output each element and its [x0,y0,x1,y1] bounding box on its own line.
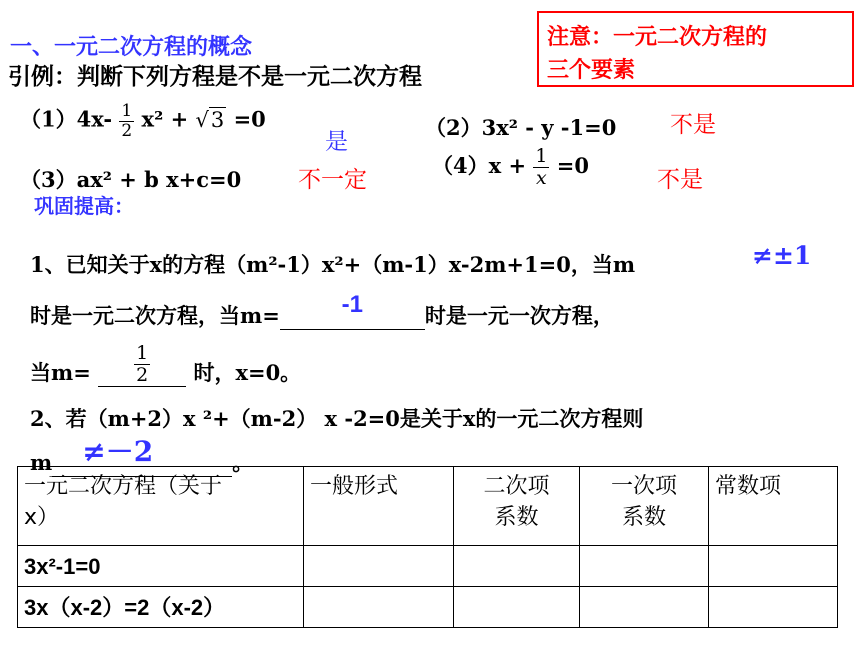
equation-4 [432,146,589,189]
question-2-suffix: 。 [232,450,254,475]
note-line-1: 注意：一元二次方程的 [547,24,768,50]
equation-1-suffix: =0 [233,106,266,132]
question-1-line-3-prefix: 当m= [30,359,91,385]
fraction-numerator: 1 [121,101,133,121]
table-header-cell: 一般形式 [304,467,454,546]
practice-heading: 巩固提高： [34,194,134,218]
header-col4-line2: 系数 [621,505,666,530]
equation-1-middle: x² + [141,106,189,132]
equation-4-fraction [533,146,549,189]
question-1-line-2-suffix: 时是一元一次方程， [424,303,614,328]
header-col1-line1: 一元二次方程（关于 [24,474,223,499]
equation-3: （3）ax² + b x+c=0 [20,167,242,192]
intro-text: 引例：判断下列方程是不是一元二次方程 [8,63,422,90]
table-cell-equation: 3x（x-2）=2（x-2） [18,587,304,628]
fraction-numerator: 1 [136,342,149,364]
header-col4-line1: 一次项 [610,474,677,499]
table-row [18,546,838,587]
question-1-line-3 [30,343,301,387]
answer-3: 不一定 [298,167,367,193]
question-2-prefix: m [30,450,53,475]
header-col3-line1: 二次项 [483,474,550,499]
sqrt-radicand: 3 [210,107,225,132]
question-1-fraction [134,343,150,386]
fraction-denominator: x [536,166,547,189]
question-1-line-1 [30,249,635,279]
answer-2: 不是 [670,112,716,138]
table-cell-equation: 3x²-1=0 [18,546,304,587]
table-cell [709,546,838,587]
question-2-line-1: 2、若（m+2）x ²+（m-2） x -2=0是关于x的一元二次方程则 [30,406,644,431]
header-col1-line2: x） [24,505,60,530]
equation-1 [20,102,266,140]
equation-2: （2）3x² - y -1=0 [425,115,617,140]
question-1-line-3-suffix: 时，x=0。 [193,359,302,385]
fraction-numerator: 1 [535,145,548,167]
equation-4-suffix: =0 [556,152,589,178]
question-2-answer: ≠－2 [82,435,154,468]
equation-4-prefix: （4）x + [432,152,527,178]
question-1-text: 1、已知关于x的方程（m²-1）x²+（m-1）x-2m+1=0，当m [30,252,636,277]
table-cell [709,587,838,628]
answer-4: 不是 [657,167,703,193]
answer-blank [280,291,425,330]
answer-blank [98,343,186,387]
table-header-cell: 常数项 [709,467,838,546]
table-header-cell [454,467,580,546]
table-cell [454,546,580,587]
question-1-line-2-prefix: 时是一元二次方程，当m= [30,303,280,328]
section-title: 一、一元二次方程的概念 [10,34,253,60]
header-col3-line2: 系数 [494,505,539,530]
question-1-line-2 [30,291,614,330]
table-cell [304,546,454,587]
sqrt-symbol: √3 [195,107,225,132]
table-header-row [18,467,838,546]
fraction-denominator: 2 [121,120,133,141]
table-cell [304,587,454,628]
note-line-2: 三个要素 [547,57,636,83]
table-cell [580,546,709,587]
equation-1-fraction [119,102,134,140]
note-box [537,11,854,87]
table-header-cell [18,467,304,546]
table-cell [454,587,580,628]
question-1-answer-1: ≠±1 [752,241,812,270]
table-row [18,587,838,628]
fraction-denominator: 2 [136,363,149,386]
answer-1: 是 [325,129,348,155]
table-cell [580,587,709,628]
coefficient-table [17,466,838,628]
table-header-cell [580,467,709,546]
question-1-answer-2: -1 [341,291,363,318]
equation-1-prefix: （1）4x- [20,106,113,132]
